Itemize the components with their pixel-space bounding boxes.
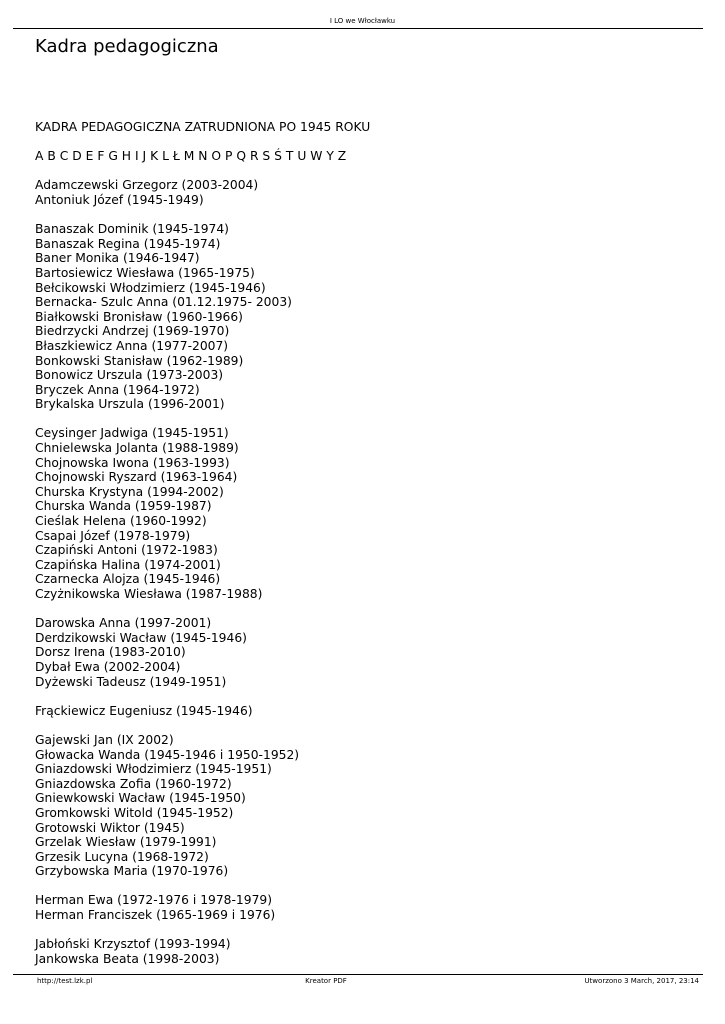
letter-group [35,222,370,412]
staff-entry: Gniazdowski Włodzimierz (1945-1951) [35,762,272,777]
letter-group [35,733,370,879]
staff-entry: Frąckiewicz Eugeniusz (1945-1946) [35,703,253,718]
footer-generator: Kreator PDF [305,977,347,985]
staff-entry: Bartosiewicz Wiesława (1965-1975) [35,265,255,280]
staff-entry: Bonkowski Stanisław (1962-1989) [35,353,244,368]
staff-entry: Grzybowska Maria (1970-1976) [35,864,229,879]
staff-entry: Białkowski Bronisław (1960-1966) [35,309,243,324]
alphabet-letter[interactable]: W [310,149,323,164]
staff-entry: Chojnowska Iwona (1963-1993) [35,455,230,470]
letter-group [35,178,370,207]
alphabet-index [35,149,370,164]
alphabet-letter[interactable]: K [150,149,159,164]
staff-entry: Chnielewska Jolanta (1988-1989) [35,441,239,456]
staff-entry: Gromkowski Witold (1945-1952) [35,805,234,820]
staff-entry: Biedrzycki Andrzej (1969-1970) [35,324,230,339]
staff-entry: Bełcikowski Włodzimierz (1945-1946) [35,280,266,295]
staff-entry: Darowska Anna (1997-2001) [35,616,212,631]
page-title: Kadra pedagogiczna [35,36,219,57]
staff-entry: Jankowska Beata (1998-2003) [35,951,220,966]
letter-group [35,704,370,719]
staff-list [35,178,370,966]
alphabet-letter[interactable]: P [224,149,233,164]
staff-entry: Gniewkowski Wacław (1945-1950) [35,791,246,806]
alphabet-letter[interactable]: L [162,149,169,164]
staff-entry: Herman Ewa (1972-1976 i 1978-1979) [35,893,273,908]
staff-entry: Grotowski Wiktor (1945) [35,820,185,835]
staff-entry: Chojnowski Ryszard (1963-1964) [35,470,238,485]
staff-entry: Czapińska Halina (1974-2001) [35,557,221,572]
header-divider [13,28,703,29]
alphabet-letter[interactable]: S [262,149,271,164]
staff-entry: Bryczek Anna (1964-1972) [35,382,200,397]
alphabet-letter[interactable]: Z [337,149,347,164]
staff-entry: Bernacka- Szulc Anna (01.12.1975- 2003) [35,295,292,310]
staff-entry: Dorsz Irena (1983-2010) [35,645,186,660]
staff-entry: Banaszak Regina (1945-1974) [35,236,221,251]
staff-entry: Banaszak Dominik (1945-1974) [35,222,229,237]
staff-entry: Grzelak Wiesław (1979-1991) [35,835,217,850]
alphabet-letter[interactable]: T [285,149,294,164]
staff-entry: Grzesik Lucyna (1968-1972) [35,849,209,864]
letter-group [35,616,370,689]
alphabet-letter[interactable]: Y [326,149,334,164]
staff-entry: Czarnecka Alojza (1945-1946) [35,572,221,587]
page-header: I LO we Włocławku [329,17,396,25]
staff-entry: Dybał Ewa (2002-2004) [35,659,181,674]
footer-divider [13,974,703,975]
staff-entry: Herman Franciszek (1965-1969 i 1976) [35,908,276,923]
staff-entry: Czapiński Antoni (1972-1983) [35,543,218,558]
alphabet-letter[interactable]: H [121,149,132,164]
alphabet-letter[interactable]: C [59,149,69,164]
staff-entry: Antoniuk Józef (1945-1949) [35,192,204,207]
staff-entry: Adamczewski Grzegorz (2003-2004) [35,178,259,193]
staff-entry: Błaszkiewicz Anna (1977-2007) [35,338,229,353]
alphabet-letter[interactable]: M [183,149,195,164]
alphabet-letter[interactable]: Ł [172,149,180,164]
alphabet-letter[interactable]: G [108,149,118,164]
staff-entry: Ceysinger Jadwiga (1945-1951) [35,426,229,441]
letter-group [35,893,370,922]
letter-group [35,937,370,966]
alphabet-letter[interactable]: R [249,149,259,164]
alphabet-letter[interactable]: D [72,149,82,164]
staff-entry: Gniazdowska Zofia (1960-1972) [35,776,232,791]
document-body [35,120,370,966]
alphabet-letter[interactable]: N [198,149,208,164]
alphabet-letter[interactable]: J [142,149,147,164]
alphabet-letter[interactable]: Ś [274,149,282,164]
alphabet-letter[interactable]: U [297,149,307,164]
footer-url: http://test.lzk.pl [37,977,93,985]
footer-created: Utworzono 3 March, 2017, 23:14 [584,977,699,985]
staff-entry: Dyżewski Tadeusz (1949-1951) [35,674,227,689]
letter-group [35,426,370,601]
staff-entry: Gajewski Jan (IX 2002) [35,732,174,747]
staff-entry: Churska Wanda (1959-1987) [35,499,212,514]
alphabet-letter[interactable]: Q [236,149,247,164]
staff-entry: Bonowicz Urszula (1973-2003) [35,368,224,383]
alphabet-letter[interactable]: E [85,149,94,164]
alphabet-letter[interactable]: I [134,149,139,164]
staff-entry: Churska Krystyna (1994-2002) [35,484,224,499]
staff-entry: Jabłoński Krzysztof (1993-1994) [35,937,231,952]
alphabet-letter[interactable]: B [47,149,56,164]
section-heading: KADRA PEDAGOGICZNA ZATRUDNIONA PO 1945 ROKU [35,120,371,134]
alphabet-letter[interactable]: F [97,149,105,164]
staff-entry: Cieślak Helena (1960-1992) [35,514,207,529]
staff-entry: Baner Monika (1946-1947) [35,251,200,266]
staff-entry: Csapai Józef (1978-1979) [35,528,191,543]
staff-entry: Głowacka Wanda (1945-1946 i 1950-1952) [35,747,300,762]
alphabet-letter[interactable]: A [35,149,44,164]
staff-entry: Derdzikowski Wacław (1945-1946) [35,630,247,645]
staff-entry: Brykalska Urszula (1996-2001) [35,397,225,412]
staff-entry: Czyżnikowska Wiesława (1987-1988) [35,587,263,601]
alphabet-letter[interactable]: O [211,149,222,164]
